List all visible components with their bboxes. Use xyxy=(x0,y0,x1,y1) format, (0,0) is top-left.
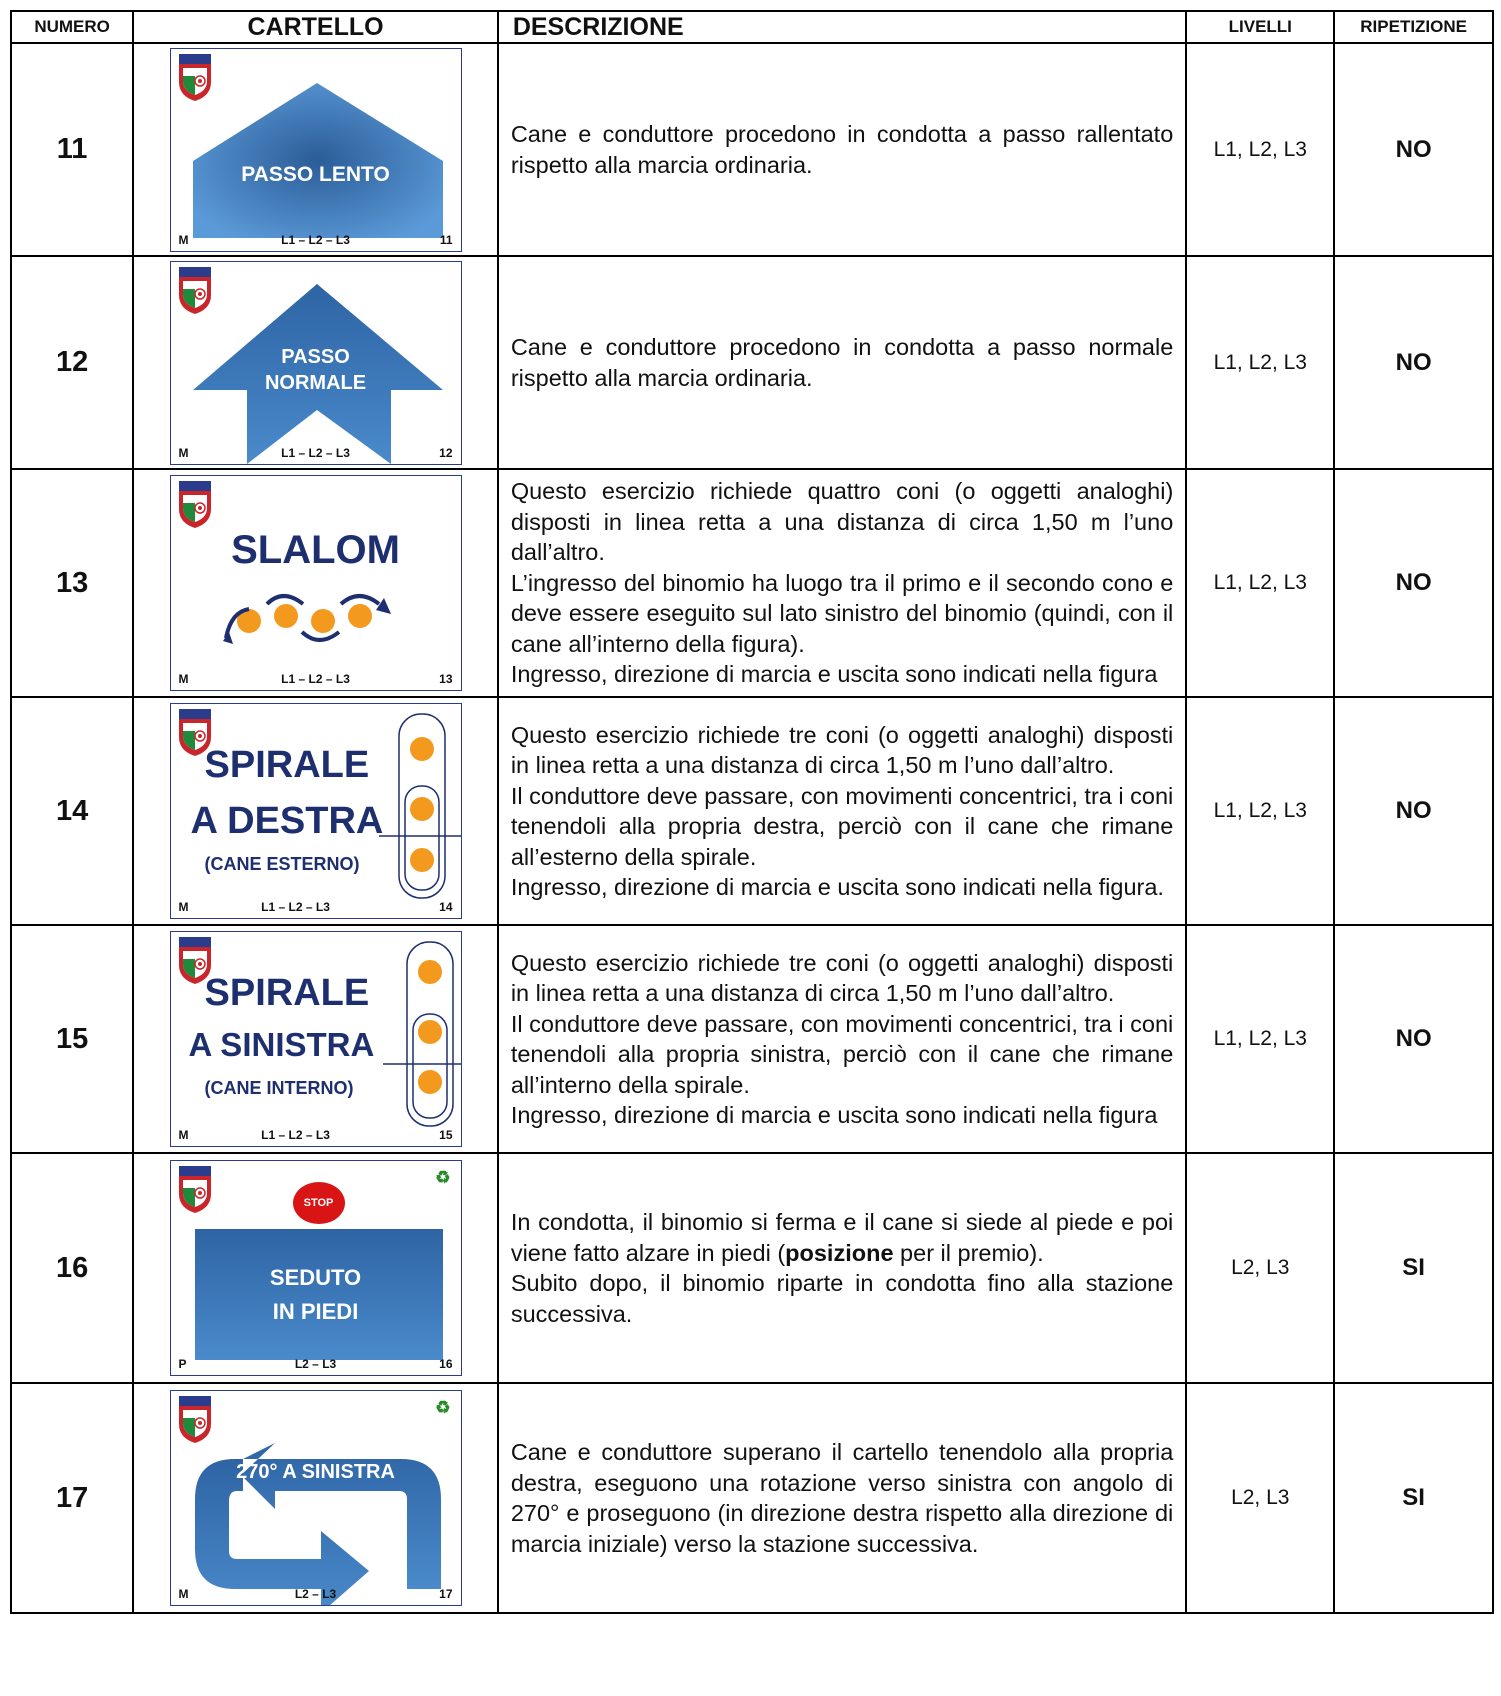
description-text: Il conduttore deve passare, con movimenti concentrici, tra i coni tenendoli alla propria sinistra, perciò con il cane che rimane all’interno della spirale. xyxy=(510,1010,1174,1098)
sign-footer xyxy=(171,1587,461,1603)
sign-label: PASSO LENTO xyxy=(241,162,390,186)
sign-label: RUOTA xyxy=(280,1431,351,1453)
sign-number: 11 xyxy=(439,232,453,247)
description-cell xyxy=(498,1153,1186,1383)
sign-levels: L2 – L3 xyxy=(294,1587,337,1601)
sign-levels: L1 – L2 – L3 xyxy=(261,1128,330,1142)
sign-levels: L1 – L2 – L3 xyxy=(281,232,350,247)
rotate-arrow-shape xyxy=(171,1391,462,1606)
row-number: 11 xyxy=(11,43,133,256)
sign-number: 15 xyxy=(439,1128,453,1142)
sign-cell xyxy=(133,925,498,1153)
table-row xyxy=(11,1153,1493,1383)
header-ripetizione: RIPETIZIONE xyxy=(1334,11,1493,43)
fidasc-logo xyxy=(177,481,213,529)
sign-number: 17 xyxy=(439,1587,453,1601)
row-number: 15 xyxy=(11,925,133,1153)
sign-corner: M xyxy=(178,232,189,247)
sign-number: 14 xyxy=(439,900,453,914)
description-text: Questo esercizio richiede tre coni (o oggetti analoghi) disposti in linea retta a una distanza di circa 1,50 m l’uno dall’altro. xyxy=(510,721,1174,778)
sign-label: SEDUTO xyxy=(269,1265,362,1290)
sign-levels: L1 – L2 – L3 xyxy=(261,900,330,914)
row-number: 17 xyxy=(11,1383,133,1613)
sign-corner: M xyxy=(178,445,189,460)
fidasc-logo xyxy=(177,267,213,315)
description-text: Il conduttore deve passare, con movimenti concentrici, tra i coni tenendoli alla propria destra, perciò con il cane che rimane all’esterno della spirale. xyxy=(510,782,1174,870)
sign-levels: L2 – L3 xyxy=(294,1357,337,1371)
sign-cell xyxy=(133,1153,498,1383)
sign-footer xyxy=(171,900,461,916)
sign-footer xyxy=(171,446,461,462)
description-cell xyxy=(498,469,1186,697)
description-cell xyxy=(498,925,1186,1153)
sign-card-ruota-270 xyxy=(170,1390,462,1606)
table-row xyxy=(11,43,1493,256)
sign-title-2: A SINISTRA xyxy=(188,1026,375,1063)
sign-subtitle: (CANE INTERNO) xyxy=(204,1078,354,1098)
header-row xyxy=(11,11,1493,43)
description-text: Subito dopo, il binomio riparte in condotta fino alla stazione successiva. xyxy=(510,1270,1174,1327)
description-text xyxy=(511,1207,1173,1268)
table-row xyxy=(11,697,1493,925)
sign-number: 12 xyxy=(439,445,453,460)
header-numero: NUMERO xyxy=(11,11,133,43)
sign-corner: P xyxy=(178,1357,187,1371)
sign-cell xyxy=(133,697,498,925)
header-cartello: CARTELLO xyxy=(133,11,498,43)
slalom-diagram xyxy=(171,476,462,691)
row-number: 12 xyxy=(11,256,133,469)
sign-card-passo-lento xyxy=(170,48,462,252)
sign-footer xyxy=(171,233,461,249)
stop-sign-icon: STOP xyxy=(293,1182,345,1224)
sign-levels: L1 – L2 – L3 xyxy=(281,445,350,460)
sign-cell xyxy=(133,469,498,697)
sign-corner: M xyxy=(178,900,189,914)
description-text-bold: posizione xyxy=(785,1239,894,1266)
fidasc-logo xyxy=(177,54,213,102)
description-text: Ingresso, direzione di marcia e uscita sono indicati nella figura xyxy=(510,1102,1158,1128)
sign-card-slalom xyxy=(170,475,462,691)
sign-cell xyxy=(133,1383,498,1613)
sign-footer xyxy=(171,672,461,688)
recycle-icon: ♻ xyxy=(435,1168,451,1187)
row-number: 16 xyxy=(11,1153,133,1383)
repetition-cell: NO xyxy=(1334,256,1493,469)
description-cell xyxy=(498,43,1186,256)
sign-corner: M xyxy=(178,1128,189,1142)
sign-card-spirale-destra xyxy=(170,703,462,919)
sign-card-passo-normale xyxy=(170,261,462,465)
levels-cell: L1, L2, L3 xyxy=(1186,697,1334,925)
sign-footer xyxy=(171,1357,461,1373)
sign-card-spirale-sinistra xyxy=(170,931,462,1147)
description-text: L’ingresso del binomio ha luogo tra il primo e il secondo cono e deve essere eseguito sul lato sinistro del binomio (quindi, con il cane all’interno della figura). xyxy=(510,569,1174,657)
description-text: Ingresso, direzione di marcia e uscita sono indicati nella figura. xyxy=(510,874,1164,900)
row-number: 13 xyxy=(11,469,133,697)
levels-cell: L1, L2, L3 xyxy=(1186,925,1334,1153)
description-text: Cane e conduttore procedono in condotta a passo rallentato rispetto alla marcia ordinaria. xyxy=(510,121,1174,178)
levels-cell: L2, L3 xyxy=(1186,1383,1334,1613)
sign-cell xyxy=(133,256,498,469)
sign-corner: M xyxy=(178,1587,189,1601)
repetition-cell: NO xyxy=(1334,43,1493,256)
sign-card-seduto-in-piedi xyxy=(170,1160,462,1376)
table-row xyxy=(11,469,1493,697)
up-arrow-shape xyxy=(171,49,462,252)
sign-cell xyxy=(133,43,498,256)
levels-cell: L1, L2, L3 xyxy=(1186,43,1334,256)
repetition-cell: NO xyxy=(1334,469,1493,697)
description-cell xyxy=(498,1383,1186,1613)
sign-number: 13 xyxy=(439,672,453,686)
header-livelli: LIVELLI xyxy=(1186,11,1334,43)
row-number: 14 xyxy=(11,697,133,925)
description-text: Questo esercizio richiede quattro coni (o oggetti analoghi) disposti in linea retta a una distanza di circa 1,50 m l’uno dall’altro. xyxy=(510,478,1174,566)
sign-title-2: A DESTRA xyxy=(190,800,384,842)
sign-footer xyxy=(171,1128,461,1144)
description-text: Questo esercizio richiede tre coni (o oggetti analoghi) disposti in linea retta a una distanza di circa 1,50 m l’uno dall’altro. xyxy=(510,949,1174,1006)
description-cell xyxy=(498,256,1186,469)
sign-corner: M xyxy=(178,672,189,686)
repetition-cell: SI xyxy=(1334,1153,1493,1383)
sign-levels: L1 – L2 – L3 xyxy=(281,672,350,686)
repetition-cell: NO xyxy=(1334,697,1493,925)
fidasc-logo xyxy=(177,1166,213,1214)
description-text: Ingresso, direzione di marcia e uscita sono indicati nella figura xyxy=(510,661,1158,688)
sign-title: SPIRALE xyxy=(204,972,370,1014)
levels-cell: L1, L2, L3 xyxy=(1186,256,1334,469)
sign-number: 16 xyxy=(439,1357,453,1371)
sign-label-2: IN PIEDI xyxy=(272,1299,359,1324)
table-row xyxy=(11,1383,1493,1613)
sign-label-2: NORMALE xyxy=(264,371,367,394)
repetition-cell: SI xyxy=(1334,1383,1493,1613)
header-descrizione: DESCRIZIONE xyxy=(498,11,1186,43)
sign-subtitle: (CANE ESTERNO) xyxy=(204,854,360,874)
sign-label: PASSO xyxy=(281,345,350,368)
repetition-cell: NO xyxy=(1334,925,1493,1153)
sign-title: SLALOM xyxy=(231,528,400,572)
table-row xyxy=(11,925,1493,1153)
description-cell xyxy=(498,697,1186,925)
sign-title: SPIRALE xyxy=(204,744,370,786)
exercise-table xyxy=(10,10,1494,1614)
recycle-icon: ♻ xyxy=(435,1398,451,1417)
description-text-part: In condotta, il binomio si ferma e il cane si siede al piede e poi viene fatto alzare in piedi ( xyxy=(510,1209,1174,1266)
sign-label-2: 270° A SINISTRA xyxy=(236,1461,395,1483)
levels-cell: L1, L2, L3 xyxy=(1186,469,1334,697)
description-text: Cane e conduttore procedono in condotta a passo normale rispetto alla marcia ordinaria. xyxy=(510,334,1174,391)
levels-cell: L2, L3 xyxy=(1186,1153,1334,1383)
description-text-part: per il premio). xyxy=(893,1239,1044,1266)
description-text: Cane e conduttore superano il cartello tenendolo alla propria destra, eseguono una rotazione verso sinistra con angolo di 270° e proseguono (in direzione destra rispetto alla direzione di marcia iniziale) verso la stazione successiva. xyxy=(510,1439,1174,1557)
table-row xyxy=(11,256,1493,469)
